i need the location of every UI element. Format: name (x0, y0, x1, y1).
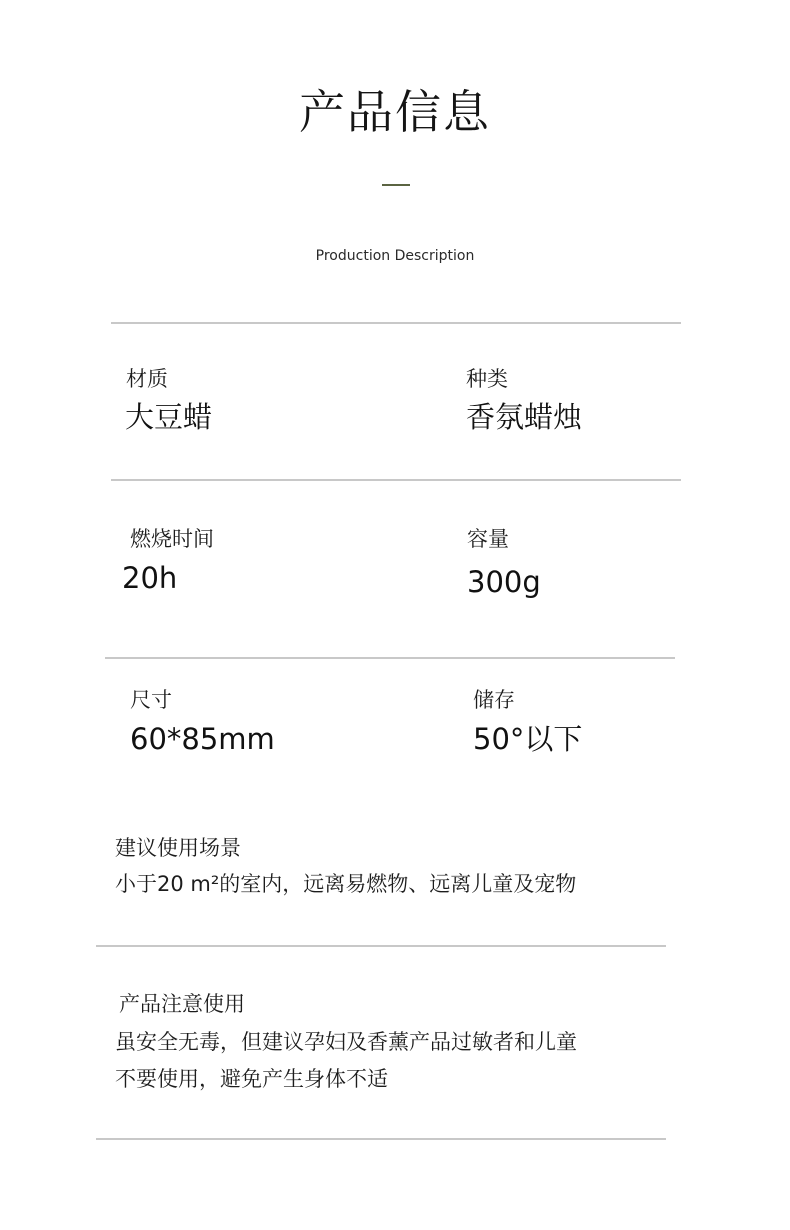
divider-bottom (96, 1138, 666, 1140)
size-label: 尺寸 (130, 688, 172, 712)
storage-label: 储存 (473, 688, 515, 712)
material-value: 大豆蜡 (125, 400, 213, 434)
caution-line-1: 虽安全无毒，但建议孕妇及香薰产品过敏者和儿童 (115, 1030, 577, 1054)
divider-row-2 (105, 657, 675, 659)
size-value: 60*85mm (130, 722, 275, 756)
page-title: 产品信息 (299, 85, 491, 139)
usage-label: 建议使用场景 (115, 836, 241, 860)
material-label: 材质 (126, 367, 168, 391)
capacity-label: 容量 (467, 527, 509, 551)
capacity-value: 300g (467, 565, 541, 599)
caution-line-2: 不要使用，避免产生身体不适 (115, 1067, 388, 1091)
caution-label: 产品注意使用 (119, 992, 245, 1016)
type-label: 种类 (466, 367, 508, 391)
page-subtitle: Production Description (315, 248, 475, 264)
burn-time-value: 20h (122, 561, 178, 595)
burn-time-label: 燃烧时间 (130, 527, 214, 551)
divider-row-1 (111, 479, 681, 481)
divider-usage (96, 945, 666, 947)
title-accent-line (382, 184, 410, 186)
type-value: 香氛蜡烛 (466, 400, 583, 434)
divider-top (111, 322, 681, 324)
usage-text: 小于20 m²的室内，远离易燃物、远离儿童及宠物 (115, 872, 577, 896)
storage-value: 50°以下 (473, 722, 583, 756)
